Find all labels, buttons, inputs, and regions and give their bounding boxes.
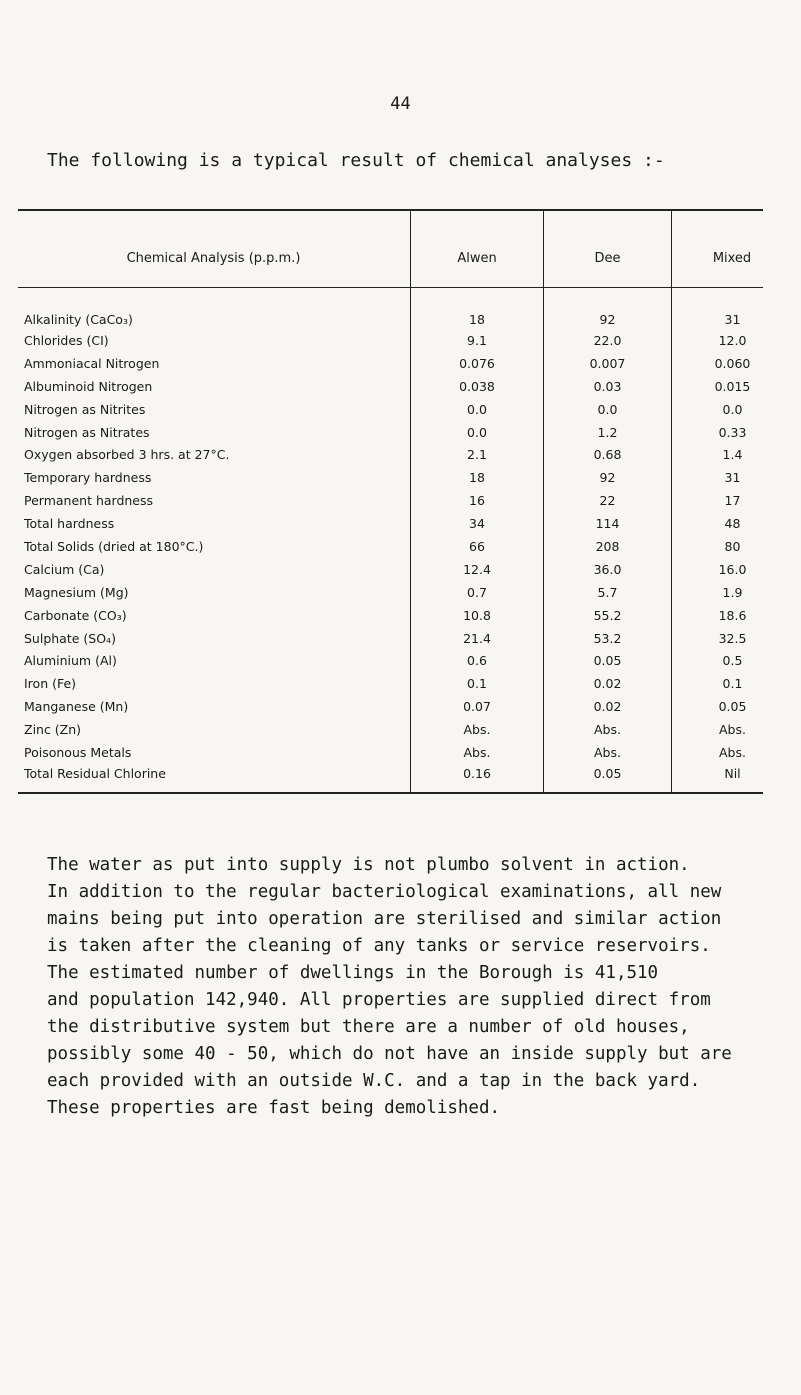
cell-dee: 0.007 (544, 352, 672, 375)
cell-dee: Abs. (544, 742, 672, 765)
cell-mixed: 12.0 (672, 330, 764, 353)
cell-alwen: Abs. (411, 719, 544, 742)
cell-alwen: 21.4 (411, 627, 544, 650)
row-label: Manganese (Mn) (24, 699, 129, 715)
table-header-row (18, 210, 763, 287)
cell-mixed: Nil (672, 764, 764, 793)
cell-dee: 0.02 (544, 696, 672, 719)
row-label: Carbonate (CO₃) (24, 607, 127, 623)
cell-alwen: 0.7 (411, 581, 544, 604)
cell-mixed: 1.9 (672, 581, 764, 604)
cell-alwen: 2.1 (411, 444, 544, 467)
table-row (18, 352, 763, 375)
chemical-analysis-table (18, 209, 763, 794)
paragraph-line: The water as put into supply is not plumbo solvent in action. (47, 855, 690, 875)
cell-mixed: 0.060 (672, 352, 764, 375)
row-label: Sulphate (SO₄) (24, 630, 116, 646)
table-row (18, 719, 763, 742)
cell-dee: 0.05 (544, 764, 672, 793)
cell-mixed: Abs. (672, 719, 764, 742)
cell-alwen: 0.038 (411, 375, 544, 398)
cell-mixed: 16.0 (672, 558, 764, 581)
cell-alwen: 0.6 (411, 650, 544, 673)
paragraph-supply (47, 852, 767, 960)
cell-alwen: 0.07 (411, 696, 544, 719)
cell-alwen: 12.4 (411, 558, 544, 581)
cell-mixed: 32.5 (672, 627, 764, 650)
row-label: Ammoniacal Nitrogen (24, 355, 160, 371)
cell-dee: 5.7 (544, 581, 672, 604)
table-row (18, 673, 763, 696)
cell-mixed: 0.33 (672, 421, 764, 444)
cell-dee: 92 (544, 287, 672, 330)
cell-alwen: Abs. (411, 742, 544, 765)
cell-alwen: 16 (411, 490, 544, 513)
row-label: Magnesium (Mg) (24, 584, 129, 600)
table-row (18, 444, 763, 467)
cell-dee: 0.68 (544, 444, 672, 467)
paragraph-line: The estimated number of dwellings in the Borough is 41,510 (47, 963, 659, 983)
paragraph-line: the distributive system but there are a number of old houses, (47, 1017, 690, 1037)
paragraph-line: possibly some 40 - 50, which do not have an inside supply but are (47, 1044, 732, 1064)
row-label: Permanent hardness (24, 493, 154, 509)
row-label: Chlorides (CI) (24, 332, 109, 348)
cell-dee: 0.0 (544, 398, 672, 421)
table-body (18, 287, 763, 793)
cell-dee: 53.2 (544, 627, 672, 650)
cell-mixed: 80 (672, 536, 764, 559)
header-mixed: Mixed (672, 210, 764, 287)
header-dee: Dee (544, 210, 672, 287)
cell-mixed: 0.0 (672, 398, 764, 421)
cell-dee: 22.0 (544, 330, 672, 353)
table-row (18, 604, 763, 627)
row-label: Alkalinity (CaCo₃) (24, 311, 133, 327)
paragraph-line: mains being put into operation are sterilised and similar action (47, 909, 722, 929)
row-label: Poisonous Metals (24, 744, 132, 760)
table-row (18, 513, 763, 536)
table-row (18, 558, 763, 581)
cell-mixed: 0.05 (672, 696, 764, 719)
row-label: Nitrogen as Nitrites (24, 401, 146, 417)
cell-mixed: 0.1 (672, 673, 764, 696)
paragraph-line: each provided with an outside W.C. and a tap in the back yard. (47, 1071, 701, 1091)
cell-mixed: 1.4 (672, 444, 764, 467)
paragraph-dwellings (47, 960, 767, 1122)
cell-alwen: 9.1 (411, 330, 544, 353)
table-row (18, 650, 763, 673)
table-row (18, 467, 763, 490)
paragraph-line: These properties are fast being demolished. (47, 1098, 501, 1118)
cell-alwen: 0.0 (411, 421, 544, 444)
table-row (18, 421, 763, 444)
cell-dee: Abs. (544, 719, 672, 742)
table-row (18, 581, 763, 604)
page-number: 44 (390, 94, 411, 114)
cell-mixed: 0.5 (672, 650, 764, 673)
cell-mixed: 17 (672, 490, 764, 513)
table-row (18, 375, 763, 398)
cell-dee: 0.05 (544, 650, 672, 673)
cell-dee: 0.02 (544, 673, 672, 696)
analysis-table (18, 209, 763, 794)
cell-mixed: 31 (672, 467, 764, 490)
cell-dee: 55.2 (544, 604, 672, 627)
cell-mixed: Abs. (672, 742, 764, 765)
paragraph-line: and population 142,940. All properties are supplied direct from (47, 990, 711, 1010)
header-analysis: Chemical Analysis (p.p.m.) (18, 210, 411, 287)
table-row (18, 742, 763, 765)
row-label: Total Residual Chlorine (24, 766, 166, 782)
table-row (18, 696, 763, 719)
table-row (18, 490, 763, 513)
cell-dee: 92 (544, 467, 672, 490)
table-row (18, 764, 763, 793)
cell-mixed: 18.6 (672, 604, 764, 627)
table-row (18, 536, 763, 559)
table-row (18, 287, 763, 330)
cell-alwen: 18 (411, 467, 544, 490)
cell-mixed: 48 (672, 513, 764, 536)
cell-alwen: 0.0 (411, 398, 544, 421)
row-label: Albuminoid Nitrogen (24, 378, 153, 394)
cell-alwen: 0.1 (411, 673, 544, 696)
table-row (18, 398, 763, 421)
cell-alwen: 0.16 (411, 764, 544, 793)
cell-alwen: 18 (411, 287, 544, 330)
row-label: Temporary hardness (24, 470, 152, 486)
intro-text: The following is a typical result of chemical analyses :- (47, 150, 665, 171)
row-label: Aluminium (Al) (24, 653, 117, 669)
cell-dee: 22 (544, 490, 672, 513)
cell-mixed: 31 (672, 287, 764, 330)
cell-alwen: 66 (411, 536, 544, 559)
cell-mixed: 0.015 (672, 375, 764, 398)
table-row (18, 330, 763, 353)
header-alwen: Alwen (411, 210, 544, 287)
row-label: Nitrogen as Nitrates (24, 424, 150, 440)
cell-dee: 0.03 (544, 375, 672, 398)
row-label: Calcium (Ca) (24, 561, 105, 577)
cell-dee: 208 (544, 536, 672, 559)
paragraph-line: In addition to the regular bacteriological examinations, all new (47, 882, 722, 902)
table-row (18, 627, 763, 650)
row-label: Oxygen absorbed 3 hrs. at 27°C. (24, 447, 230, 463)
cell-dee: 36.0 (544, 558, 672, 581)
cell-dee: 114 (544, 513, 672, 536)
row-label: Zinc (Zn) (24, 722, 82, 738)
cell-dee: 1.2 (544, 421, 672, 444)
paragraph-line: is taken after the cleaning of any tanks or service reservoirs. (47, 936, 711, 956)
cell-alwen: 0.076 (411, 352, 544, 375)
row-label: Total hardness (24, 516, 115, 532)
row-label: Total Solids (dried at 180°C.) (24, 538, 204, 554)
row-label: Iron (Fe) (24, 676, 77, 692)
cell-alwen: 34 (411, 513, 544, 536)
cell-alwen: 10.8 (411, 604, 544, 627)
